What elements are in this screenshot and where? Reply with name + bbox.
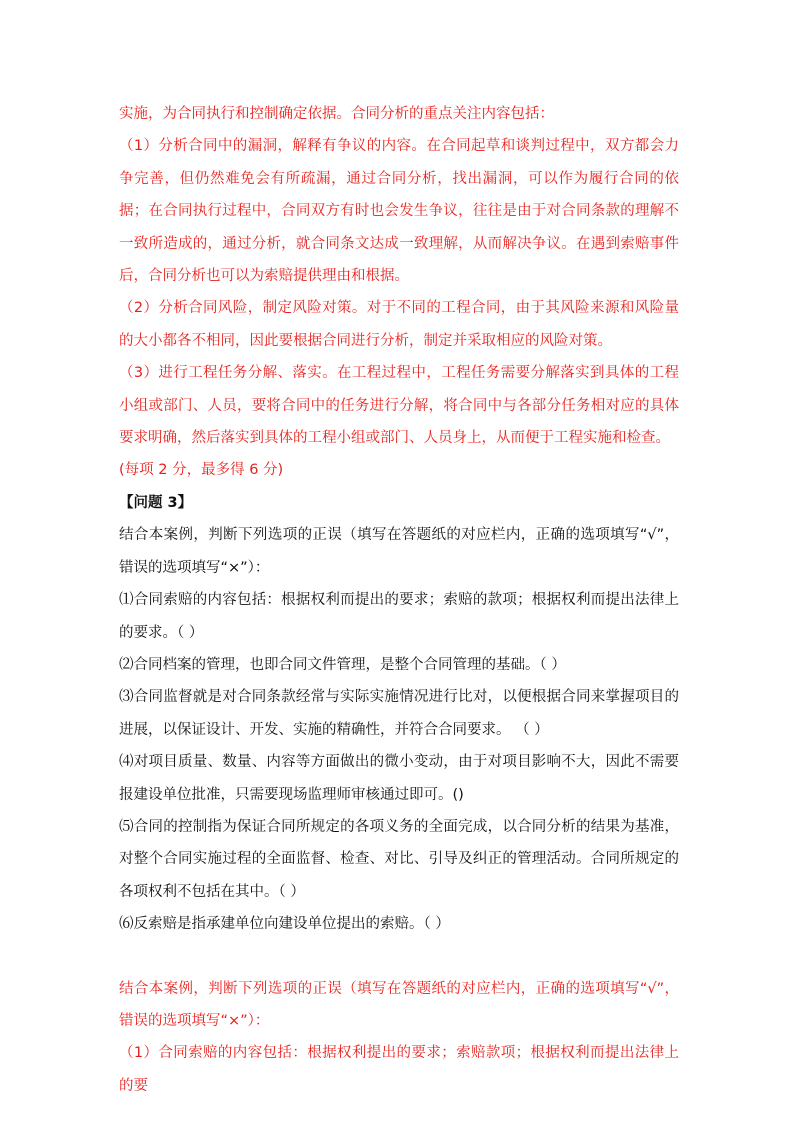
scoring-note: (每项 2 分，最多得 6 分) bbox=[119, 462, 284, 479]
document-page bbox=[119, 98, 679, 1102]
question-3-item-1: ⑴合同索赔的内容包括：根据权利而提出的要求；索赔的款项；根据权利而提出法律上的要求。（ ） bbox=[119, 592, 679, 641]
answer-intro: 实施，为合同执行和控制确定依据。合同分析的重点关注内容包括： bbox=[119, 106, 554, 122]
question-3-item-3: ⑶合同监督就是对合同条款经常与实际实施情况进行比对，以便根据合同来掌握项目的进展，以保证设计、开发、实施的精确性，并符合合同要求。 （ ） bbox=[119, 689, 679, 738]
answer-item-3: （3）进行工程任务分解、落实。在工程过程中，工程任务需要分解落实到具体的工程小组或部门、人员，要将合同中的任务进行分解，将合同中与各部分任务相对应的具体要求明确，然后落实到具体的工程小组或部门、人员身上，从而便于工程实施和检查。 bbox=[119, 365, 679, 447]
paragraph-spacer bbox=[119, 941, 679, 973]
answer-item-1: （1）分析合同中的漏洞，解释有争议的内容。在合同起草和谈判过程中，双方都会力争完善，但仍然难免会有所疏漏，通过合同分析，找出漏洞，可以作为履行合同的依据；在合同执行过程中，合同双方有时也会发生争议，往往是由于对合同条款的理解不一致所造成的，通过分析，就合同条文达成一致理解，从而解决争议。在遇到索赔事件后，合同分析也可以为索赔提供理由和根据。 bbox=[119, 138, 679, 285]
answer-3-item-1: （1）合同索赔的内容包括：根据权利提出的要求；索赔款项；根据权利而提出法律上的要 bbox=[119, 1045, 679, 1094]
answer-3-instruction: 结合本案例，判断下列选项的正误（填写在答题纸的对应栏内，正确的选项填写“√”，错误的选项填写“×”）： bbox=[119, 980, 679, 1029]
question-3-heading: 【问题 3】 bbox=[119, 494, 193, 511]
question-3-item-2: ⑵合同档案的管理，也即合同文件管理，是整个合同管理的基础。（ ） bbox=[119, 656, 566, 673]
question-3-item-5: ⑸合同的控制指为保证合同所规定的各项义务的全面完成，以合同分析的结果为基准，对整个合同实施过程的全面监督、检查、对比、引导及纠正的管理活动。合同所规定的各项权利不包括在其中。（ ） bbox=[119, 818, 679, 900]
answer-item-2: （2）分析合同风险，制定风险对策。对于不同的工程合同，由于其风险来源和风险量的大小都各不相同，因此要根据合同进行分析，制定并采取相应的风险对策。 bbox=[119, 300, 679, 349]
question-3-instruction: 结合本案例，判断下列选项的正误（填写在答题纸的对应栏内，正确的选项填写“√”，错误的选项填写“×”）： bbox=[119, 527, 679, 576]
question-3-item-4: ⑷对项目质量、数量、内容等方面做出的微小变动，由于对项目影响不大，因此不需要报建设单位批准，只需要现场监理师审核通过即可。() bbox=[119, 754, 679, 803]
question-3-item-6: ⑹反索赔是指承建单位向建设单位提出的索赔。（ ） bbox=[119, 916, 450, 933]
